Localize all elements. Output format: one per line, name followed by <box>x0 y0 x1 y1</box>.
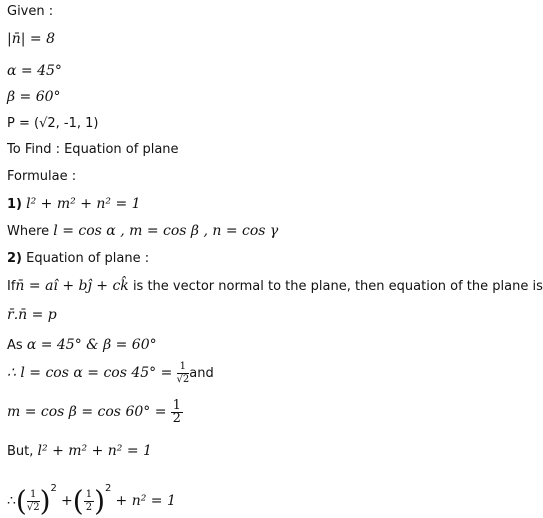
to-find: To Find : Equation of plane <box>7 142 179 157</box>
where-label: Where <box>7 224 50 239</box>
point-p: P = (√2, -1, 1) <box>7 116 99 131</box>
if-label: If <box>7 279 16 294</box>
formula-2-label: Equation of plane : <box>26 251 150 266</box>
m-fraction-denominator: 2 <box>172 411 181 426</box>
l-value-line <box>7 361 214 386</box>
direction-cosines-expression: l = cos α , m = cos β , n = cos γ <box>53 223 279 239</box>
formula-2-number: 2) <box>7 251 22 266</box>
alpha-value: α = 45° <box>7 63 62 79</box>
formula-1 <box>7 196 141 213</box>
m-fraction <box>171 400 183 425</box>
normal-magnitude: |n̄| = 8 <box>7 31 55 47</box>
l-fraction-denominator: √2 <box>176 374 190 385</box>
formula-2 <box>7 251 149 267</box>
plus-sign: + <box>61 493 73 509</box>
substitution-tail: + n² = 1 <box>115 493 176 509</box>
but-label: But, <box>7 444 34 459</box>
sub-fraction-1-denominator: √2 <box>26 502 40 513</box>
and-text: and <box>189 366 214 381</box>
formula-1-expression: l² + m² + n² = 1 <box>26 196 141 212</box>
sub-fraction-1-numerator: 1 <box>27 489 40 502</box>
sub-fraction-1 <box>27 489 40 514</box>
beta-value: β = 60° <box>7 89 61 105</box>
as-expression: α = 45° & β = 60° <box>26 337 157 353</box>
sub-fraction-2-denominator: 2 <box>85 502 93 513</box>
square-1: 2 <box>50 483 57 494</box>
m-fraction-numerator: 1 <box>172 398 181 413</box>
where-line <box>7 223 278 240</box>
l-fraction <box>177 361 190 386</box>
sub-fraction-2-numerator: 1 <box>85 489 93 500</box>
therefore-symbol: ∴ <box>7 493 16 509</box>
plane-equation: r̄.n̄ = p <box>7 307 57 323</box>
m-value-line <box>7 400 183 425</box>
normal-vector-text: is the vector normal to the plane, then equation of the plane is <box>132 279 543 294</box>
m-expression: m = cos β = cos 60° = <box>7 404 167 420</box>
normal-vector-line <box>7 278 543 295</box>
formula-1-number: 1) <box>7 197 22 212</box>
but-expression: l² + m² + n² = 1 <box>37 443 152 459</box>
but-line <box>7 443 152 460</box>
given-label: Given : <box>7 4 54 19</box>
as-line <box>7 337 157 354</box>
formulae-heading: Formulae : <box>7 169 77 184</box>
normal-vector-expression: n̄ = aî + bĵ + ck̂ <box>15 278 129 294</box>
l-fraction-numerator: 1 <box>177 361 190 374</box>
substitution-line: ∴( $\frac{1}{√2}$ )$^2$ +( $\frac{1}{2}$ )$^2$ + n² = 1 <box>7 483 176 518</box>
as-label: As <box>7 338 23 353</box>
sub-fraction-2 <box>84 489 94 514</box>
square-2: 2 <box>105 483 112 494</box>
l-expression: ∴ l = cos α = cos 45° = <box>7 365 173 381</box>
